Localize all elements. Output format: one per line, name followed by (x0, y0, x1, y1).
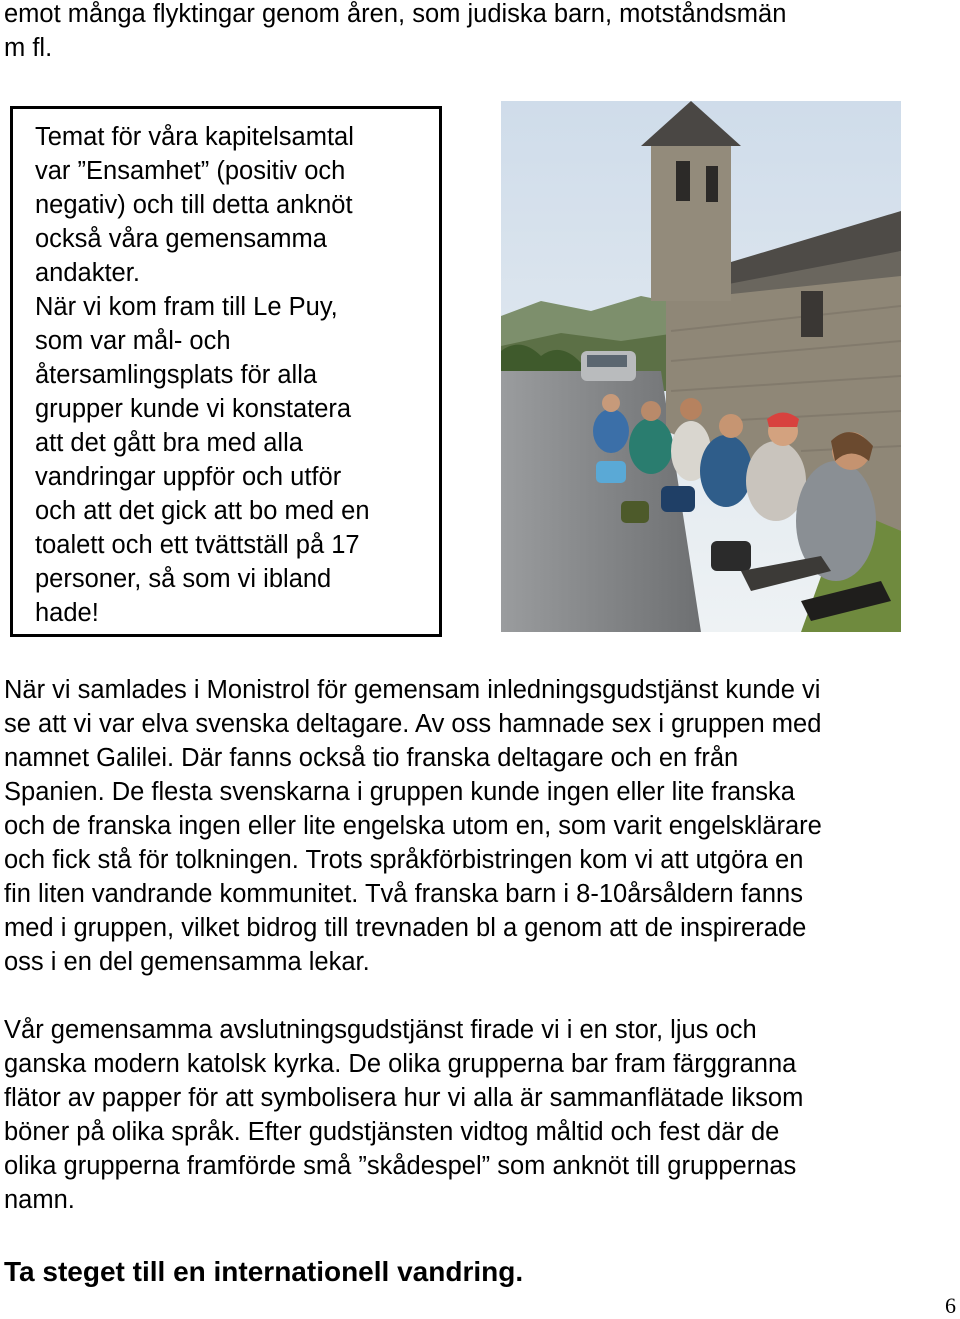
sidebar-text-box (10, 106, 442, 637)
text-line: emot många flyktingar genom åren, som judiska barn, motståndsmän (4, 0, 787, 28)
text-line: se att vi var elva svenska deltagare. Av oss hamnade sex i gruppen med (4, 710, 822, 738)
text-line: och fick stå för tolkningen. Trots språkförbistringen kom vi att utgöra en (4, 846, 804, 874)
text-line: och de franska ingen eller lite engelska utom en, som varit engelsklärare (4, 812, 822, 840)
paragraph-closing-service (4, 1013, 803, 1217)
box-text (35, 120, 370, 630)
text-line: m fl. (4, 34, 53, 62)
text-line: grupper kunde vi konstatera (35, 395, 352, 423)
text-line: vandringar uppför och utför (35, 463, 342, 491)
text-line: När vi kom fram till Le Puy, (35, 293, 338, 321)
text-line: andakter. (35, 259, 140, 287)
text-line: oss i en del gemensamma lekar. (4, 948, 370, 976)
text-line: och att det gick att bo med en (35, 497, 370, 525)
text-line: som var mål- och (35, 327, 231, 355)
text-line: flätor av papper för att symbolisera hur vi alla är sammanflätade liksom (4, 1084, 804, 1112)
text-line: också våra gemensamma (35, 225, 327, 253)
text-line: personer, så som vi ibland (35, 565, 332, 593)
text-line: att det gått bra med alla (35, 429, 303, 457)
text-line: återsamlingsplats för alla (35, 361, 318, 389)
text-line: var ”Ensamhet” (positiv och (35, 157, 346, 185)
opening-paragraph (4, 0, 786, 65)
text-line: namn. (4, 1186, 75, 1214)
text-line: ganska modern katolsk kyrka. De olika grupperna bar fram färggranna (4, 1050, 797, 1078)
text-line: böner på olika språk. Efter gudstjänsten vidtog måltid och fest där de (4, 1118, 780, 1146)
text-line: Vår gemensamma avslutningsgudstjänst firade vi i en stor, ljus och (4, 1016, 757, 1044)
page-number: 6 (945, 1293, 956, 1318)
church-group-photo (501, 101, 901, 632)
text-line: När vi samlades i Monistrol för gemensam inledningsgudstjänst kunde vi (4, 676, 821, 704)
text-line: toalett och ett tvättställ på 17 (35, 531, 360, 559)
text-line: med i gruppen, vilket bidrog till trevnaden bl a genom att de inspirerade (4, 914, 807, 942)
paragraph-monistrol (4, 673, 822, 979)
text-line: fin liten vandrande kommunitet. Två franska barn i 8-10årsåldern fanns (4, 880, 803, 908)
text-line: negativ) och till detta anknöt (35, 191, 353, 219)
text-line: Temat för våra kapitelsamtal (35, 123, 354, 151)
text-line: Spanien. De flesta svenskarna i gruppen kunde ingen eller lite franska (4, 778, 795, 806)
text-line: olika grupperna framförde små ”skådespel” som anknöt till gruppernas (4, 1152, 797, 1180)
text-line: hade! (35, 599, 99, 627)
closing-heading: Ta steget till en internationell vandring. (4, 1256, 524, 1287)
text-line: namnet Galilei. Där fanns också tio franska deltagare och en från (4, 744, 739, 772)
